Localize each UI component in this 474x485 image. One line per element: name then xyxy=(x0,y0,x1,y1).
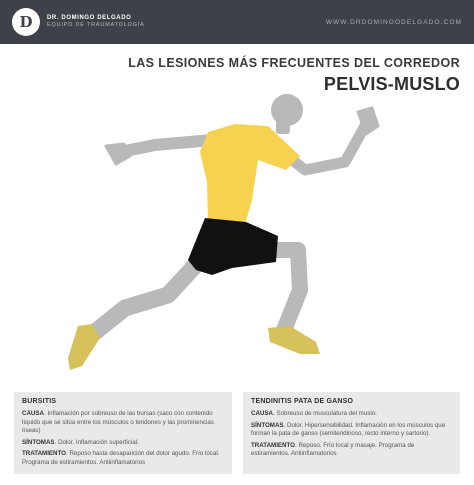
runner-back-leg xyxy=(95,255,205,332)
page-title: LAS LESIONES MÁS FRECUENTES DEL CORREDOR xyxy=(128,56,460,70)
runner-illustration xyxy=(0,90,474,390)
info-box-tendinitis xyxy=(243,392,460,474)
runner-front-shoe xyxy=(268,326,320,354)
site-url-link[interactable]: WWW.DRDOMINGODELGADO.COM xyxy=(325,18,462,26)
box-title: BURSITIS xyxy=(22,398,57,405)
info-cause: CAUSA. Inflamación por sobreuso de las bursas (saco con contenido líquido que se sitúa entre los músculos o tendones y las prominencias óseas) xyxy=(22,410,214,435)
runner-back-shoe xyxy=(68,324,100,370)
runner-back-arm xyxy=(120,140,212,152)
info-cause: CAUSA. Sobreuso de musculatura del muslo. xyxy=(251,410,377,417)
brand-subtitle: EQUIPO DE TRAUMATOLOGÍA xyxy=(47,22,145,29)
info-treatment: TRATAMIENTO. Reposo hasta desaparición del dolor agudo. Frío local. Programa de estiramientos. Antiinflamatorios xyxy=(22,450,220,466)
runner-shorts xyxy=(188,218,278,275)
runner-neck xyxy=(276,118,290,134)
runner-shirt xyxy=(200,124,300,228)
info-symptoms: SÍNTOMAS. Dolor. Hipersensibilidad. Inflamación en los músculos que forman la pata de ganso (semitendinoso, recto interno y sartorio). xyxy=(251,421,446,438)
box-title: TENDINITIS PATA DE GANSO xyxy=(251,398,354,405)
runner-back-hand xyxy=(106,144,130,164)
top-header xyxy=(0,0,474,44)
logo-icon: D xyxy=(12,8,40,36)
brand-name: DR. DOMINGO DELGADO xyxy=(47,15,132,22)
page-subtitle: PELVIS-MUSLO xyxy=(323,74,460,94)
info-box-bursitis xyxy=(14,392,232,474)
brand-text xyxy=(47,15,145,28)
info-symptoms: SÍNTOMAS. Dolor. Inflamación superficial. xyxy=(22,438,139,446)
brand[interactable] xyxy=(12,8,145,36)
info-treatment: TRATAMIENTO. Reposo. Frío local y masaje. Programa de estiramientos. Antiinflamatorios xyxy=(251,441,415,458)
